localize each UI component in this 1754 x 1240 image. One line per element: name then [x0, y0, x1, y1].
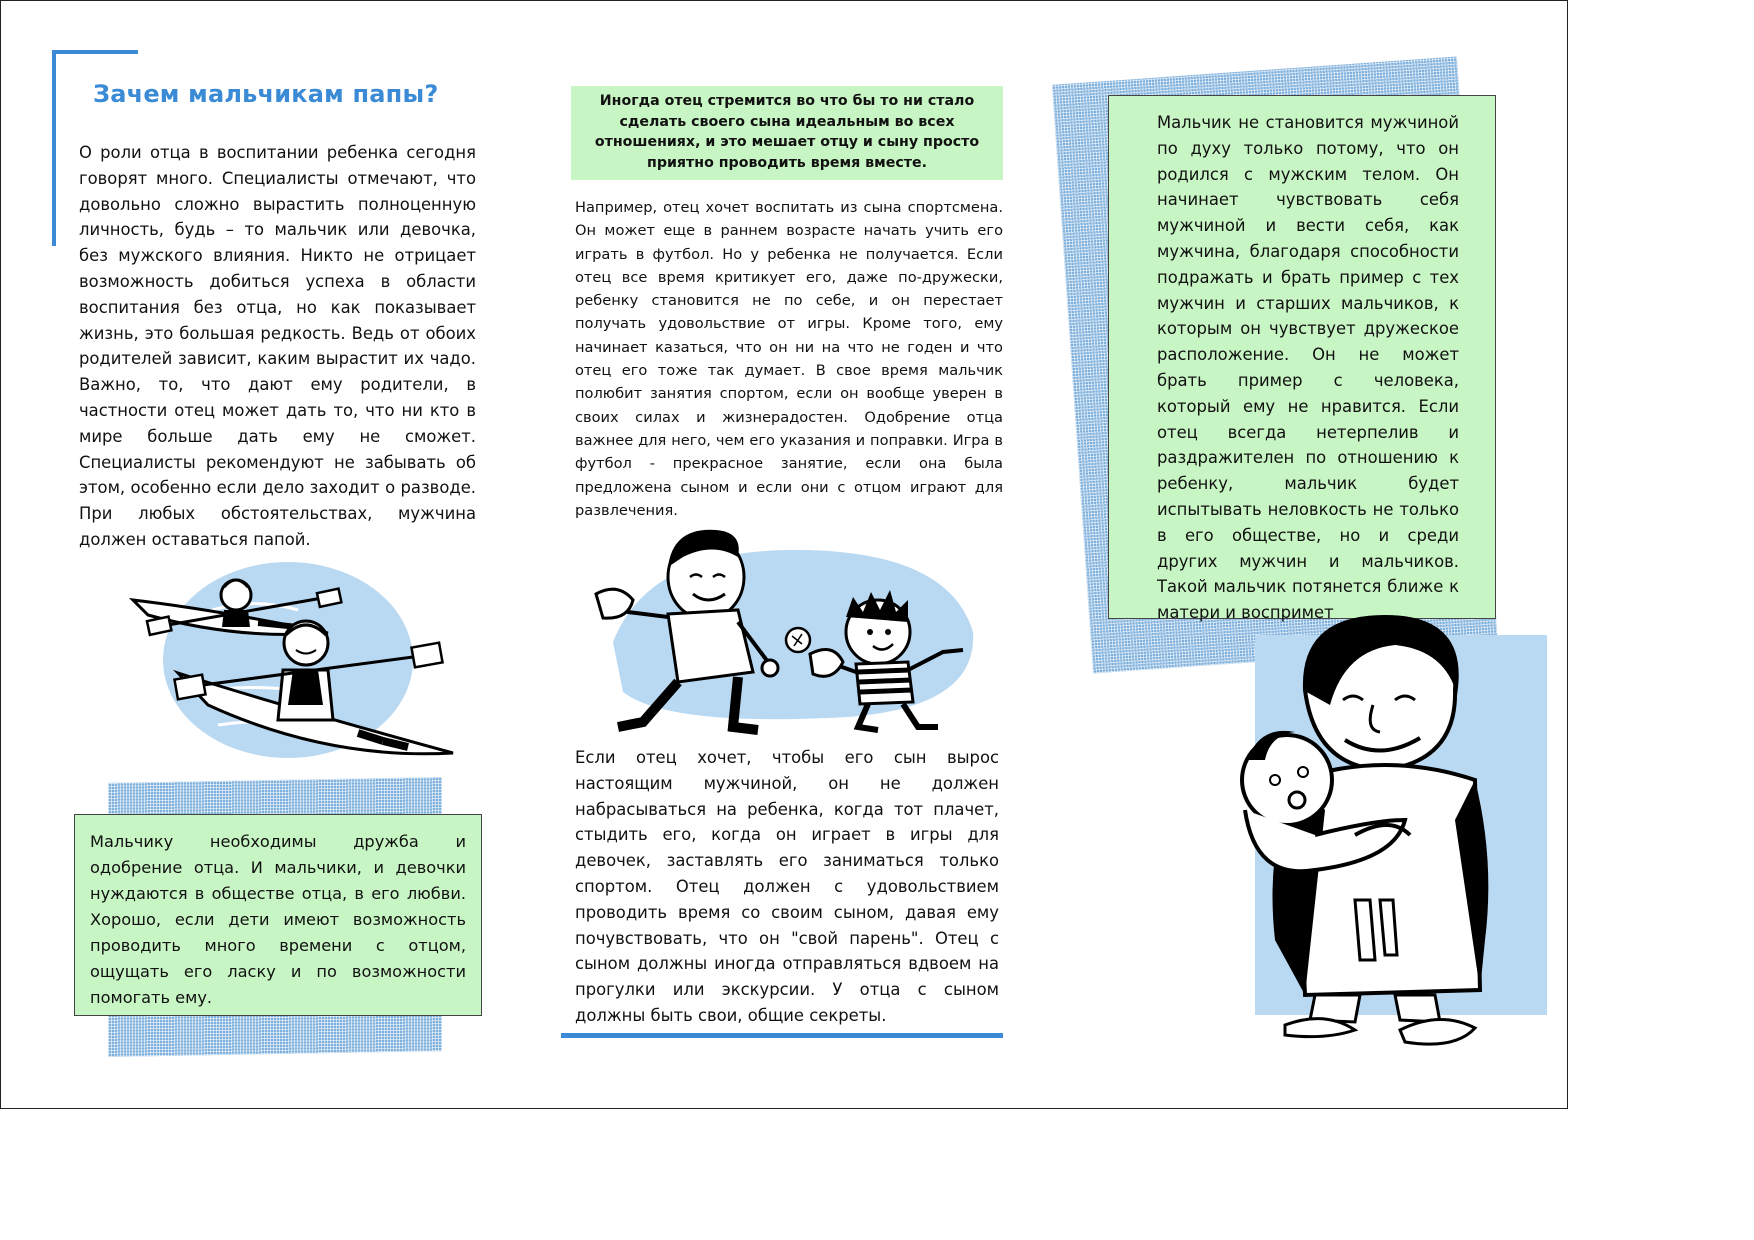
middle-paragraph-2-text: Если отец хочет, чтобы его сын вырос настоящим мужчиной, он не должен набрасываться на ребенка, когда тот плачет, стыдить его, когда он играет в игры для девочек, заставлять его заниматься только спортом. Отец должен с удовольствием проводить время со своим сыном, давая ему почувствовать, что он "свой парень". Отец с сыном должны иногда отправляться вдвоем на прогулки или экскурсии. У отца с сыном должны быть свои, общие секреты. — [575, 748, 999, 1025]
callout-text: Иногда отец стремится во что бы то ни стало сделать своего сына идеальным во всех отношениях, и это мешает отцу и сыну просто приятно проводить время вместе. — [594, 93, 980, 171]
right-box-text: Мальчик не становится мужчиной по духу только потому, что он родился с мужским телом. Он начинает чувствовать себя мужчиной и вести себя, как мужчина, благодаря способности подражать и брать пример с тех мужчин и старших мальчиков, к которым он чувствует дружеское расположение. Он не может брать пример с человека, который ему не нравится. Если отец всегда нетерпелив и раздражителен по отношению к ребенку, мальчик будет испытывать неловкость не только в его обществе, но и среди других мужчин и мальчиков. Такой мальчик потянется ближе к матери и воспримет — [1157, 113, 1459, 623]
page-title: Зачем мальчикам папы? — [93, 80, 439, 108]
left-info-box — [74, 814, 482, 1016]
kayakers-illustration — [128, 555, 458, 775]
father-holding-baby-illustration — [1225, 610, 1545, 1060]
middle-paragraph-1 — [575, 196, 1003, 522]
right-info-box — [1108, 95, 1496, 623]
intro-paragraph: О роли отца в воспитании ребенка сегодня говорят много. Специалисты отмечают, что довольно сложно вырастить полноценную личность, будь – то мальчик или девочка, без мужского влияния. Никто не отрицает возможность добиться успеха в области воспитания без отца, но как показывает жизнь, это большая редкость. Ведь от обоих родителей зависит, каким вырастит их чадо. Важно, то, что дают ему родители, в частности отец может дать то, что ни кто в мире больше дать ему не сможет. Специалисты рекомендуют не забывать об этом, особенно если дело заходит о разводе. При любых обстоятельствах, мужчина должен оставаться папой. — [79, 143, 476, 549]
callout-box — [571, 86, 1003, 180]
intro-text — [79, 140, 476, 553]
middle-paragraph-1-text: Например, отец хочет воспитать из сына спортсмена. Он может еще в раннем возрасте начать учить его играть в футбол. Но у ребенка не получается. Если отец все время критикует его, даже по-дружески, ребенку становится не по себе, и он перестает получать удовольствие от игры. Кроме того, ему начинает казаться, что он ни на что не годен и что отец его тоже так думает. В свое время мальчик полюбит занятия спортом, если он вообще уверен в своих силах и жизнерадостен. Одобрение отца важнее для него, чем его указания и поправки. Игра в футбол - прекрасное занятие, если она была предложена сыном и если они с отцом играют для развлечения. — [575, 199, 1003, 519]
bottom-accent-rule — [561, 1033, 1003, 1038]
father-son-ball-illustration — [588, 522, 988, 737]
left-box-text: Мальчику необходимы дружба и одобрение отца. И мальчики, и девочки нуждаются в обществе отца, в его любви. Хорошо, если дети имеют возможность проводить много времени с отцом, ощущать его ласку и по возможности помогать ему. — [90, 832, 466, 1007]
middle-paragraph-2 — [575, 745, 999, 1029]
